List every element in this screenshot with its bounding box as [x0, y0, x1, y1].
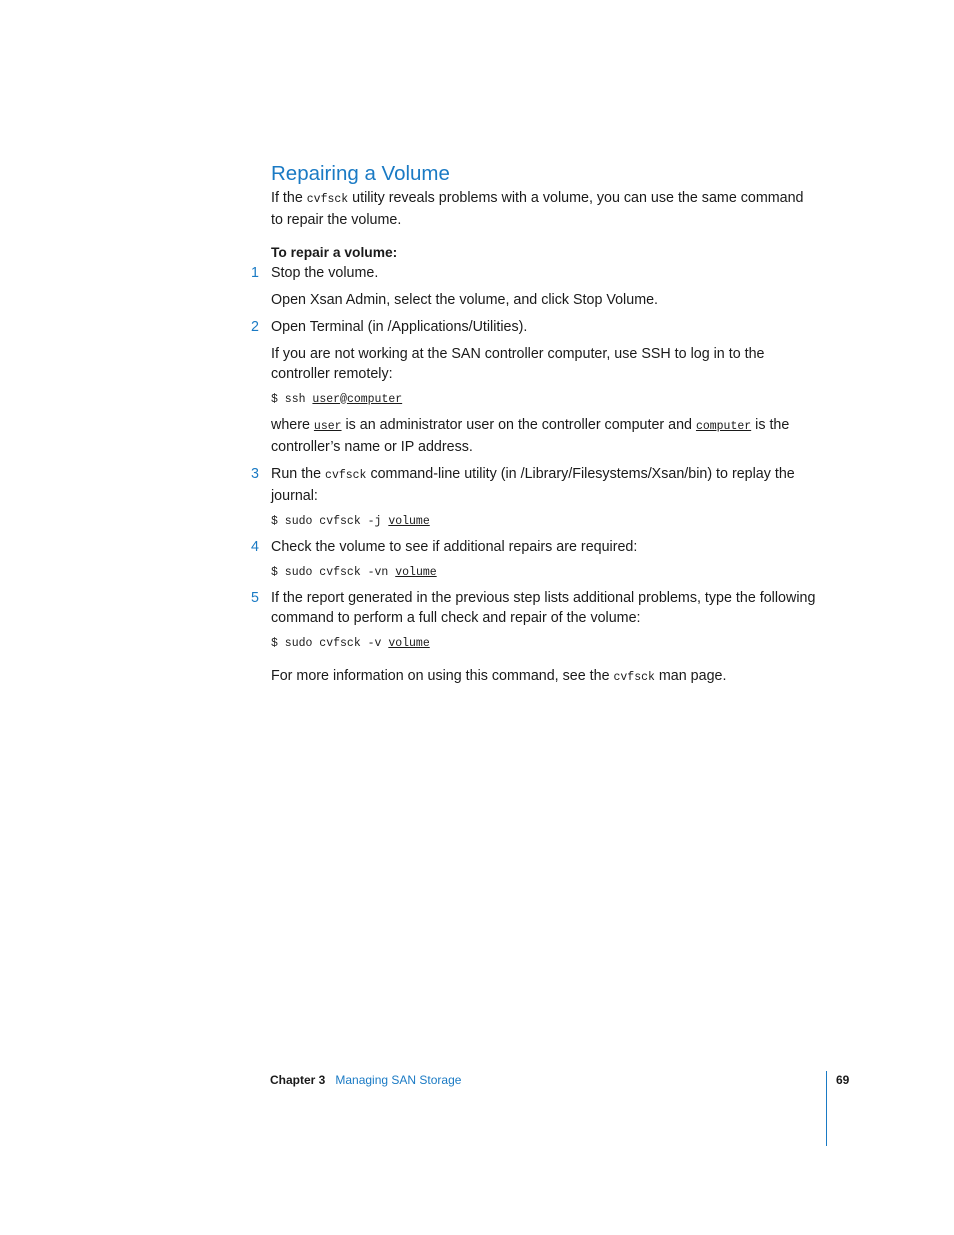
cmd-prefix: $ sudo cvfsck -v	[271, 637, 389, 650]
code-computer-placeholder: computer	[346, 393, 403, 406]
code-at: @	[340, 393, 347, 406]
more-info-post: man page.	[654, 668, 727, 684]
step-4	[251, 537, 816, 581]
intro-text-pre: If the	[271, 190, 307, 206]
where-computer: computer	[695, 420, 752, 433]
step-number: 1	[251, 265, 259, 281]
step-detail: If you are not working at the SAN controller computer, use SSH to log in to the controller remotely:	[271, 346, 765, 382]
step-detail: Open Xsan Admin, select the volume, and click Stop Volume.	[271, 292, 659, 308]
step-3	[251, 464, 816, 530]
cmd-volume-placeholder: volume	[388, 637, 430, 650]
more-info-pre: For more information on using this command, see the	[271, 668, 614, 684]
step-number: 4	[251, 539, 259, 555]
step-text: Stop the volume.	[271, 265, 379, 281]
step-text-post: command-line utility (in /Library/Filesystems/Xsan/bin) to replay the journal:	[271, 466, 795, 504]
page-number: 69	[836, 1073, 850, 1087]
step-number: 3	[251, 466, 259, 482]
step-code: cvfsck	[325, 469, 367, 482]
step-text: Check the volume to see if additional repairs are required:	[271, 539, 638, 555]
intro-code: cvfsck	[306, 193, 349, 206]
step-text-pre: Run the	[271, 466, 326, 482]
code-prefix: $ ssh	[271, 393, 313, 406]
cmd-prefix: $ sudo cvfsck -vn	[271, 566, 396, 579]
check-command	[271, 565, 816, 581]
step-text	[271, 464, 816, 506]
cmd-volume-placeholder: volume	[395, 566, 437, 579]
more-info-code: cvfsck	[613, 671, 655, 684]
more-info-paragraph	[271, 666, 816, 688]
step-text: If the report generated in the previous step lists additional problems, type the following command to perform a full check and repair of the volume:	[271, 590, 816, 626]
footer-divider	[826, 1071, 827, 1146]
step-5	[251, 588, 816, 652]
step-number: 5	[251, 590, 259, 606]
where-post: is the controller’s name or IP address.	[271, 417, 790, 455]
replay-command	[271, 514, 816, 530]
code-user-placeholder: user	[312, 393, 341, 406]
where-mid: is an administrator user on the controller computer and	[341, 417, 696, 433]
procedure-title: To repair a volume:	[271, 245, 398, 260]
step-2	[251, 317, 816, 457]
footer-chapter-title: Managing SAN Storage	[335, 1073, 462, 1087]
intro-text-post: utility reveals problems with a volume, you can use the same command to repair the volume.	[271, 190, 804, 228]
where-explanation	[271, 415, 816, 457]
repair-command	[271, 636, 816, 652]
where-user: user	[313, 420, 342, 433]
step-number: 2	[251, 319, 259, 335]
step-text: Open Terminal (in /Applications/Utilities).	[271, 319, 528, 335]
where-pre: where	[271, 417, 314, 433]
ssh-command	[271, 392, 816, 408]
cmd-prefix: $ sudo cvfsck -j	[271, 515, 389, 528]
cmd-volume-placeholder: volume	[388, 515, 430, 528]
page-content	[251, 160, 816, 688]
section-heading: Repairing a Volume	[271, 162, 450, 185]
intro-paragraph	[271, 188, 816, 230]
step-1	[251, 263, 816, 310]
page-footer	[270, 1072, 461, 1088]
footer-chapter: Chapter 3	[270, 1073, 326, 1087]
